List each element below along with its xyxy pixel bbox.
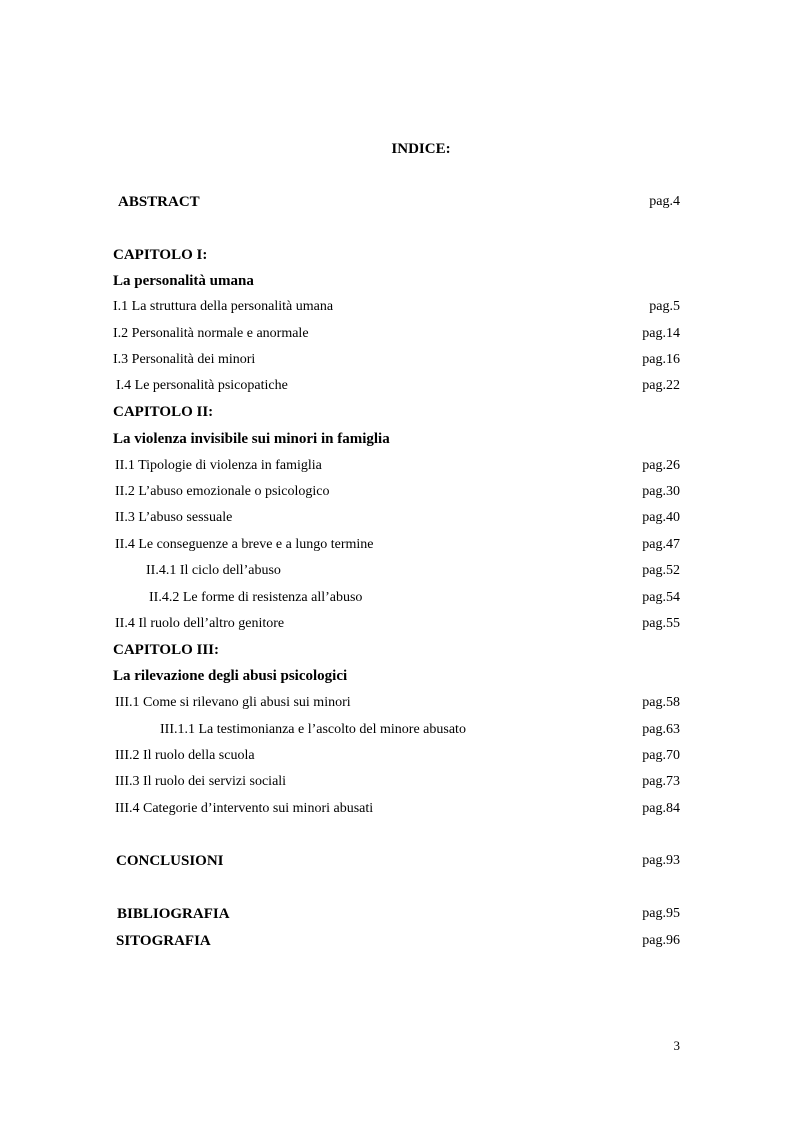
entry-page: pag.14 [642,326,680,341]
toc-entry-bibliography [0,906,794,926]
toc-entry [0,352,794,372]
entry-page: pag.55 [642,616,680,631]
entry-label: III.3 Il ruolo dei servizi sociali [115,774,287,789]
toc-entry [0,801,794,821]
entry-label: I.3 Personalità dei minori [113,352,256,367]
chapter-subtitle: La violenza invisibile sui minori in famiglia [113,431,390,447]
toc-entry-conclusions [0,853,794,873]
toc-entry [0,774,794,794]
toc-entry [0,299,794,319]
toc-entry [0,616,794,636]
entry-page: pag.22 [642,378,680,393]
entry-page: pag.63 [642,722,680,737]
chapter-heading: CAPITOLO II: [113,404,214,420]
toc-entry [0,537,794,557]
toc-entry [0,748,794,768]
entry-page: pag.26 [642,458,680,473]
entry-page: pag.40 [642,510,680,525]
entry-label: II.4 Le conseguenze a breve e a lungo termine [115,537,374,552]
entry-page: pag.54 [642,590,680,605]
entry-label: I.4 Le personalità psicopatiche [116,378,288,393]
entry-label: III.2 Il ruolo della scuola [115,748,255,763]
entry-page: pag.84 [642,801,680,816]
entry-page: pag.93 [642,853,680,868]
toc-entry [0,563,794,583]
entry-label: II.4.1 Il ciclo dell’abuso [146,563,281,578]
entry-label: BIBLIOGRAFIA [117,906,230,922]
toc-entry-abstract [0,194,794,214]
entry-page: pag.4 [649,194,680,209]
entry-page: pag.73 [642,774,680,789]
entry-label: CONCLUSIONI [116,853,224,869]
entry-page: pag.58 [642,695,680,710]
entry-label: III.1 Come si rilevano gli abusi sui minori [115,695,351,710]
chapter-subtitle: La rilevazione degli abusi psicologici [113,668,348,684]
entry-page: pag.30 [642,484,680,499]
toc-entry [0,510,794,530]
entry-label: I.1 La struttura della personalità umana [113,299,334,314]
index-title: INDICE: [391,141,451,157]
entry-page: pag.70 [642,748,680,763]
entry-page: pag.47 [642,537,680,552]
toc-entry [0,484,794,504]
entry-label: II.2 L’abuso emozionale o psicologico [115,484,330,499]
toc-entry [0,722,794,742]
entry-page: pag.5 [649,299,680,314]
entry-label: ABSTRACT [118,194,200,210]
entry-label: I.2 Personalità normale e anormale [113,326,309,341]
chapter-heading: CAPITOLO III: [113,642,219,658]
entry-page: pag.95 [642,906,680,921]
toc-entry [0,590,794,610]
entry-label: III.4 Categorie d’intervento sui minori abusati [115,801,374,816]
entry-label: II.4 Il ruolo dell’altro genitore [115,616,285,631]
entry-page: pag.96 [642,933,680,948]
entry-page: pag.16 [642,352,680,367]
entry-label: II.4.2 Le forme di resistenza all’abuso [149,590,363,605]
chapter-subtitle: La personalità umana [113,273,254,289]
entry-label: II.3 L’abuso sessuale [115,510,233,525]
entry-label: SITOGRAFIA [116,933,211,949]
toc-entry [0,378,794,398]
toc-entry [0,695,794,715]
entry-label: II.1 Tipologie di violenza in famiglia [115,458,322,473]
chapter-heading: CAPITOLO I: [113,247,208,263]
page-number: 3 [673,1038,680,1053]
entry-label: III.1.1 La testimonianza e l’ascolto del minore abusato [160,722,466,737]
toc-entry-sitography [0,933,794,953]
toc-entry [0,326,794,346]
entry-page: pag.52 [642,563,680,578]
toc-entry [0,458,794,478]
